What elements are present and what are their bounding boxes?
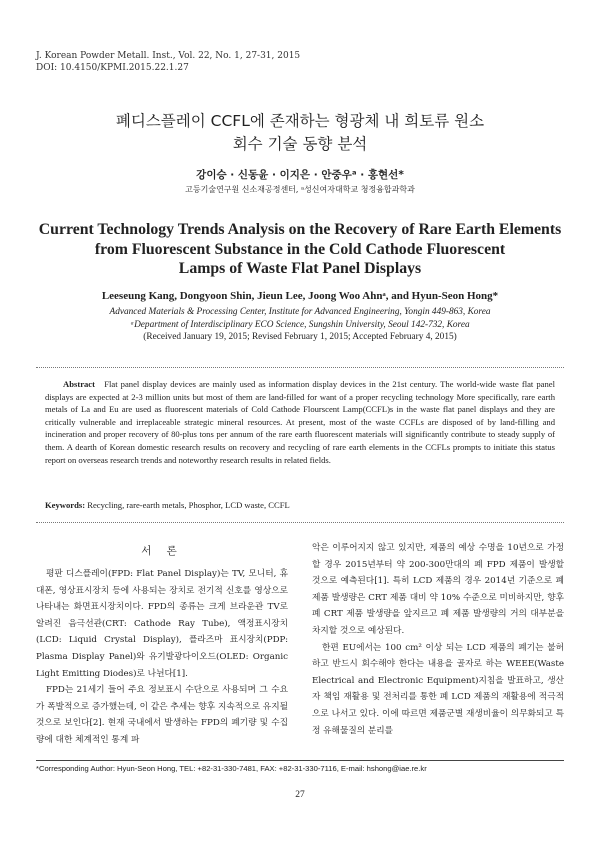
english-title [0,220,600,279]
right-paragraph-1: 악은 이루어지지 않고 있지만, 제품의 예상 수명을 10년으로 가정할 경우 2015년부터 약 200-300만대의 폐 FPD 제품이 발생할 것으로 예측된다[1]. 특히 LCD 제품의 경우 2014년 기준으로 폐 제품 발생량은 CRT 제품 대비 약 10% 수준으로 미비하지만, 향후 폐 CRT 제품 발생량을 앞지르고 폐 제품 발생량의 거의 대부분을 차지할 것으로 예상된다. [312,543,564,636]
page-number: 27 [295,790,305,800]
keywords [45,500,555,510]
english-affiliation-2: ᵃDepartment of Interdisciplinary ECO Science, Sungshin University, Seoul 142-732, Korea [130,319,470,330]
divider-top [36,367,564,368]
right-column [312,540,564,739]
abstract-label: Abstract [63,379,95,389]
corresponding-author-footnote: *Corresponding Author: Hyun-Seon Hong, TEL: +82-31-330-7481, FAX: +82-31-330-7116, E-mail: hshong@iae.re.kr [36,764,427,773]
korean-title-line2: 회수 기술 동향 분석 [232,135,368,153]
right-paragraph-2: 한편 EU에서는 100 cm² 이상 되는 LCD 제품의 폐기는 불허하고 반드시 회수해야 한다는 내용을 골자로 하는 WEEE(Waste Electrical and Electronic Equipment)지침을 발표하고, 생산자 책임 재활용 및 전처리를 통한 폐 LCD 제품의 재활용에 적극적으로 나서고 있다. 이에 따르면 제품군별 재생비율이 의무화되고 특정 유해물질의 분리를 [312,642,564,736]
section-heading: 서 론 [141,545,183,557]
korean-authors: 강이승 · 신동윤 · 이지은 · 안중우ᵃ · 홍현선* [196,169,404,181]
journal-citation: J. Korean Powder Metall. Inst., Vol. 22, No. 1, 27-31, 2015 [36,51,301,61]
left-column [36,566,288,749]
keywords-text: Recycling, rare-earth metals, Phosphor, LCD waste, CCFL [87,500,290,510]
english-affiliation-1: Advanced Materials & Processing Center, Institute for Advanced Engineering, Yongin 449-863, Korea [109,307,491,317]
divider-bottom [36,522,564,523]
journal-header [36,50,300,74]
english-affiliations [0,306,600,331]
left-paragraph-1: 평판 디스플레이(FPD: Flat Panel Display)는 TV, 모니터, 휴대폰, 영상표시장치 등에 사용되는 장치로 전기적 신호를 영상으로 나타내는 화면표시장치이다. FPD의 종류는 크게 브라운관 TV로 알려진 음극선관(CRT: Cathode Ray Tube), 액정표시장치(LCD: Liquid Crystal Display), 플라즈마 표시장치(PDP: Plasma Display Panel)와 유기발광다이오드(OLED: Organic Light Emitting Diodes)로 나뉜다[1]. [36,569,288,679]
left-paragraph-2: FPD는 21세기 들어 주요 정보표시 수단으로 사용되며 그 수요가 폭발적으로 증가했는데, 이 같은 추세는 향후 지속적으로 유지될 것으로 보인다[2]. 현재 국내에서 발생하는 FPD의 폐기량 및 수집량에 대한 체계적인 통계 파 [36,685,288,745]
korean-title-line1: 폐디스플레이 CCFL에 존재하는 형광체 내 희토류 원소 [115,112,485,130]
journal-doi: DOI: 10.4150/KPMI.2015.22.1.27 [36,63,189,73]
english-title-line1: Current Technology Trends Analysis on the Recovery of Rare Earth Elements [38,221,562,238]
korean-affiliation: 고등기술연구원 신소재공정센터, ᵃ성신여자대학교 청정융합과학과 [185,185,415,194]
keywords-label: Keywords: [45,500,86,510]
english-authors: Leeseung Kang, Dongyoon Shin, Jieun Lee, Joong Woo Ahnᵃ, and Hyun-Seon Hong* [101,290,499,302]
abstract [45,378,555,466]
english-title-line3: Lamps of Waste Flat Panel Displays [178,260,422,277]
footnote-rule [36,760,564,761]
korean-title [0,110,600,156]
received-dates: (Received January 19, 2015; Revised February 1, 2015; Accepted February 4, 2015) [143,332,457,342]
english-title-line2: from Fluorescent Substance in the Cold Cathode Fluorescent [94,240,506,258]
abstract-text: Flat panel display devices are mainly used as information display devices in the 21st century. The world-wide waste flat panel displays are expected at 2-3 million units but most of them are land-filled for want of a proper recycling technology More specifically, rare earth metals of La and Eu are used as fluorescent materials of Cold Cathode Flourscent Lamp(CCFL)s in the waste flat panel displays and they are critically vulnerable and irreplaceable strategic mineral resources. At present, most of the waste CCFLs are disposed of by land-filling and incineration and proper recovery of 80-plus tons per annum of the rare earth fluorescent materials will significantly contribute to steady supply of them. A dearth of Korean domestic research results on recovery and recycling of rare earth elements in the CCFLs prompts to initiate this status report on overseas research trends and noteworthy research results in related fields. [45,379,555,465]
